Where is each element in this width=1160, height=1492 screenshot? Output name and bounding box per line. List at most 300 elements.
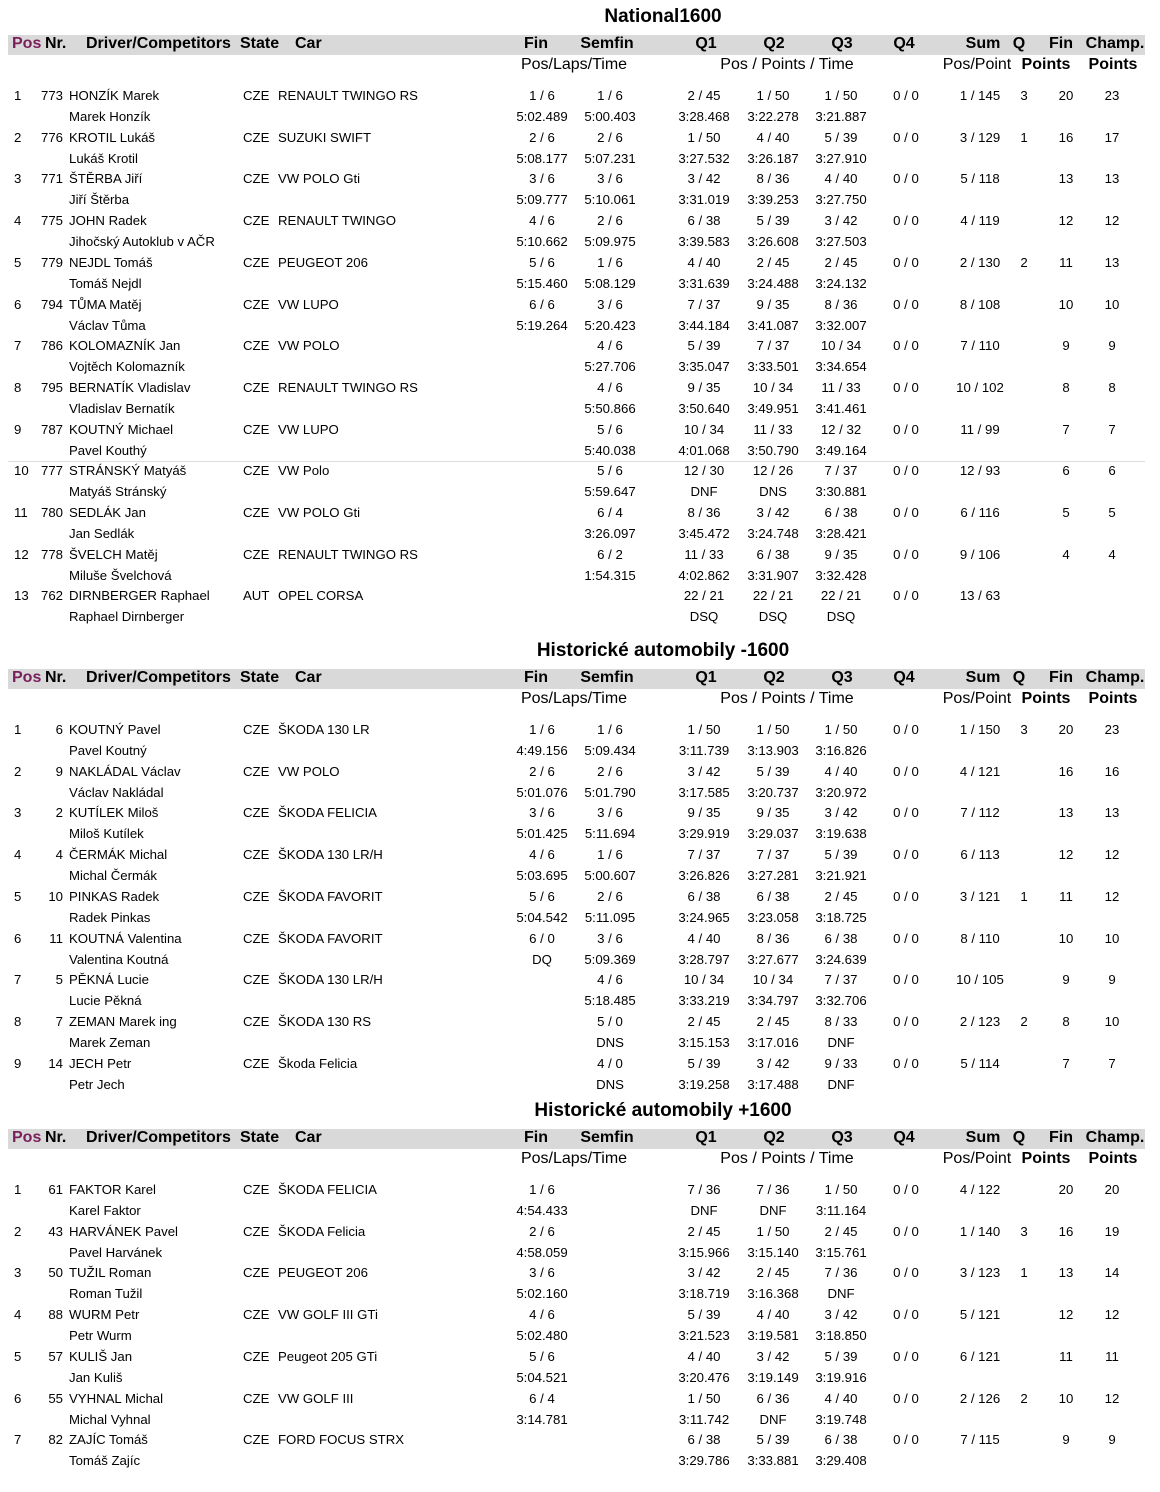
- cell-nr: 6: [55, 722, 63, 737]
- cell-driver: JECH Petr: [69, 1055, 132, 1071]
- cell-q3: 3 / 42: [824, 805, 858, 821]
- cell-pos: 7: [14, 338, 22, 354]
- cell-q4: 0 / 0: [893, 888, 919, 904]
- cell-finpts: 11: [1059, 1348, 1073, 1364]
- table-row: [0, 1307, 1160, 1349]
- cell-finpts: 11: [1059, 888, 1073, 904]
- cell-q3: 11 / 33: [821, 379, 861, 395]
- cell-semfin-time: 5:11.694: [584, 826, 636, 842]
- cell-sum: 6 / 113: [960, 847, 1000, 863]
- table-row: [0, 1391, 1160, 1433]
- cell-q3-time: 3:18.850: [815, 1328, 867, 1344]
- cell-champ: 23: [1104, 722, 1120, 737]
- cell-q1-time: 3:29.919: [678, 826, 730, 842]
- cell-q3-time: 3:16.826: [815, 743, 867, 758]
- cell-q3-time: 3:15.761: [815, 1244, 867, 1260]
- cell-pos: 4: [14, 213, 22, 229]
- cell-q2: 9 / 35: [756, 805, 790, 821]
- cell-fin-time: 5:10.662: [516, 234, 568, 250]
- cell-q: 1: [1020, 129, 1028, 145]
- cell-nr: 43: [48, 1223, 63, 1239]
- cell-pos: 5: [14, 254, 22, 270]
- table-row: [0, 505, 1160, 547]
- header-sum: Sum: [965, 669, 1001, 686]
- cell-q3-time: DNF: [827, 1076, 855, 1092]
- cell-competitor: Tomáš Nejdl: [69, 275, 142, 291]
- cell-q3: 6 / 38: [824, 930, 858, 946]
- cell-nr: 786: [40, 338, 63, 354]
- cell-sum: 6 / 121: [959, 1348, 1001, 1364]
- cell-q3: 4 / 40: [824, 171, 858, 187]
- cell-q2: 6 / 38: [756, 888, 790, 904]
- cell-driver: STRÁNSKÝ Matyáš: [69, 463, 187, 479]
- cell-fin-time: 4:54.433: [516, 1203, 568, 1218]
- table-row: [0, 588, 1160, 630]
- cell-driver: NEJDL Tomáš: [69, 254, 153, 270]
- cell-q3-time: 3:30.881: [815, 484, 867, 500]
- header-champ: Champ.: [1085, 669, 1145, 686]
- cell-state: CZE: [243, 972, 270, 988]
- cell-q1-time: 3:28.468: [678, 109, 730, 124]
- header-finpts: Fin: [1049, 35, 1073, 52]
- cell-q3: 4 / 40: [824, 1390, 858, 1406]
- cell-q2-time: DNS: [759, 484, 787, 500]
- cell-semfin: 1 / 6: [597, 847, 623, 863]
- cell-state: CZE: [243, 129, 270, 145]
- cell-q1: 1 / 50: [687, 129, 721, 145]
- cell-q3: 5 / 39: [824, 847, 858, 863]
- cell-finpts: 13: [1058, 805, 1074, 821]
- cell-semfin: 2 / 6: [597, 129, 623, 145]
- cell-fin: 5 / 6: [529, 888, 555, 904]
- header-poslaps: Pos/Laps/Time: [520, 1150, 628, 1167]
- cell-q2-time: 3:23.058: [747, 909, 799, 925]
- cell-nr: 55: [48, 1390, 63, 1406]
- cell-semfin: 4 / 6: [597, 972, 623, 988]
- cell-fin-time: 4:58.059: [516, 1244, 568, 1260]
- cell-q1-time: 3:35.047: [678, 359, 730, 375]
- cell-nr: 779: [40, 254, 63, 270]
- cell-q1: 3 / 42: [687, 171, 721, 187]
- cell-q2-time: 3:16.368: [747, 1286, 799, 1302]
- cell-semfin: 1 / 6: [597, 722, 623, 737]
- header-pos: Pos: [12, 1129, 42, 1146]
- cell-pos: 7: [14, 972, 22, 988]
- cell-q3: 1 / 50: [824, 1182, 858, 1197]
- cell-q: 2: [1020, 1390, 1028, 1406]
- cell-q2-time: 3:13.903: [747, 743, 799, 758]
- cell-q3: 1 / 50: [824, 722, 858, 737]
- cell-state: CZE: [243, 930, 270, 946]
- cell-driver: FAKTOR Karel: [69, 1182, 156, 1197]
- cell-q3: 8 / 33: [824, 1013, 858, 1029]
- cell-q3-time: 3:32.007: [815, 317, 867, 333]
- cell-nr: 795: [40, 379, 63, 395]
- cell-pos: 2: [14, 129, 22, 145]
- cell-competitor: Roman Tužil: [69, 1286, 143, 1302]
- cell-q2-time: 3:27.281: [747, 868, 799, 884]
- header-nr: Nr.: [45, 35, 67, 52]
- cell-car: RENAULT TWINGO RS: [278, 88, 418, 103]
- cell-driver: HARVÁNEK Pavel: [69, 1223, 178, 1239]
- cell-competitor: Jihočský Autoklub v AČR: [69, 234, 215, 250]
- cell-q3: 3 / 42: [824, 213, 858, 229]
- results-section: [0, 1100, 1160, 1474]
- cell-fin: 3 / 6: [529, 171, 555, 187]
- cell-fin-time: 5:01.425: [516, 826, 568, 842]
- cell-car: OPEL CORSA: [278, 588, 364, 604]
- cell-nr: 794: [40, 296, 63, 312]
- cell-nr: 771: [40, 171, 63, 187]
- cell-semfin: 3 / 6: [597, 296, 623, 312]
- cell-state: CZE: [243, 171, 270, 187]
- cell-q2-time: 3:33.881: [747, 1453, 799, 1469]
- cell-finpts: 7: [1062, 421, 1070, 437]
- cell-sum: 6 / 116: [960, 505, 1000, 520]
- cell-fin: 5 / 6: [529, 254, 555, 270]
- cell-q3: 7 / 36: [824, 1265, 858, 1281]
- cell-fin-time: 5:19.264: [516, 317, 568, 333]
- cell-q: 2: [1020, 1013, 1028, 1029]
- cell-q4: 0 / 0: [893, 213, 919, 229]
- cell-state: CZE: [243, 888, 270, 904]
- header-points1: Points: [1021, 56, 1071, 73]
- cell-q1-time: 4:02.862: [678, 567, 730, 583]
- cell-semfin: 2 / 6: [597, 888, 623, 904]
- cell-q3: 10 / 34: [820, 338, 862, 354]
- cell-driver: JOHN Radek: [69, 213, 147, 229]
- cell-state: CZE: [243, 1223, 270, 1239]
- cell-driver: PINKAS Radek: [69, 888, 160, 904]
- cell-state: CZE: [243, 763, 270, 779]
- cell-fin: 3 / 6: [529, 1265, 555, 1281]
- cell-sum: 3 / 129: [959, 129, 1001, 145]
- cell-q2-time: 3:39.253: [747, 192, 799, 208]
- cell-semfin: 6 / 2: [597, 546, 623, 562]
- cell-pos: 8: [14, 1013, 22, 1029]
- cell-q1-time: 3:26.826: [678, 868, 730, 884]
- header-car: Car: [295, 35, 322, 52]
- cell-semfin-time: 5:59.647: [584, 484, 636, 500]
- cell-q1-time: 3:33.219: [678, 993, 730, 1009]
- cell-car: VW LUPO: [278, 296, 339, 312]
- cell-q3-time: 3:24.132: [815, 275, 867, 291]
- cell-semfin: 1 / 6: [597, 254, 623, 270]
- cell-finpts: 9: [1062, 972, 1070, 988]
- cell-nr: 14: [48, 1055, 63, 1071]
- cell-q4: 0 / 0: [893, 88, 919, 103]
- cell-champ: 10: [1104, 296, 1120, 312]
- cell-fin: 1 / 6: [529, 88, 555, 103]
- cell-q4: 0 / 0: [893, 1182, 919, 1197]
- cell-q3: 7 / 37: [824, 972, 858, 988]
- cell-sum: 2 / 126: [959, 1390, 1001, 1406]
- cell-sum: 2 / 130: [959, 254, 1001, 270]
- cell-semfin-time: 5:07.231: [584, 150, 636, 166]
- header-champ: Champ.: [1085, 35, 1145, 52]
- table-row: [0, 171, 1160, 213]
- cell-fin-time: 5:04.542: [516, 909, 568, 925]
- table-row: [0, 1014, 1160, 1056]
- cell-q3: 22 / 21: [820, 588, 862, 604]
- cell-q2: 3 / 42: [756, 1055, 790, 1071]
- cell-fin-time: 5:03.695: [516, 868, 568, 884]
- cell-state: CZE: [243, 1265, 270, 1281]
- cell-car: PEUGEOT 206: [278, 1265, 368, 1281]
- cell-q1: 5 / 39: [687, 338, 721, 354]
- cell-competitor: Václav Tůma: [69, 317, 146, 333]
- cell-q2: 22 / 21: [752, 588, 794, 604]
- cell-competitor: Marek Honzík: [69, 109, 151, 124]
- header-fin: Fin: [524, 35, 548, 52]
- cell-q3-time: 3:19.748: [815, 1411, 867, 1427]
- cell-state: CZE: [243, 805, 270, 821]
- cell-pos: 3: [14, 805, 22, 821]
- header-q3: Q3: [831, 35, 853, 52]
- cell-sum: 1 / 145: [959, 88, 1001, 103]
- cell-pos: 4: [14, 1307, 22, 1323]
- cell-competitor: Petr Wurm: [69, 1328, 132, 1344]
- cell-state: CZE: [243, 254, 270, 270]
- cell-sum: 4 / 122: [959, 1182, 1001, 1197]
- header-q1: Q1: [695, 1129, 717, 1146]
- cell-car: RENAULT TWINGO RS: [278, 379, 418, 395]
- cell-q1-time: 3:24.965: [678, 909, 730, 925]
- cell-sum: 12 / 93: [959, 463, 1001, 479]
- cell-driver: BERNATÍK Vladislav: [69, 379, 191, 395]
- cell-q1: 2 / 45: [687, 88, 721, 103]
- cell-competitor: Petr Jech: [69, 1076, 125, 1092]
- cell-nr: 780: [40, 505, 63, 520]
- cell-state: CZE: [243, 1307, 270, 1323]
- cell-q2-time: 3:26.608: [747, 234, 799, 250]
- cell-competitor: Lucie Pěkná: [69, 993, 142, 1009]
- cell-champ: 12: [1104, 888, 1120, 904]
- cell-q2: 12 / 26: [752, 463, 794, 479]
- cell-q1: 6 / 38: [687, 213, 721, 229]
- cell-fin: 4 / 6: [529, 1307, 555, 1323]
- cell-finpts: 11: [1059, 254, 1073, 270]
- cell-q1: 7 / 36: [687, 1182, 721, 1197]
- cell-semfin: 4 / 0: [597, 1055, 623, 1071]
- header-points2: Points: [1088, 56, 1138, 73]
- cell-pos: 12: [14, 546, 29, 562]
- header-poslaps: Pos/Laps/Time: [520, 690, 628, 707]
- cell-q2-time: 3:34.797: [747, 993, 799, 1009]
- cell-nr: 9: [55, 763, 63, 779]
- cell-driver: KOUTNÝ Pavel: [69, 722, 161, 737]
- cell-finpts: 4: [1062, 546, 1070, 562]
- cell-q3-time: 3:32.428: [815, 567, 867, 583]
- cell-car: ŠKODA 130 LR/H: [278, 972, 383, 988]
- cell-q3: 1 / 50: [824, 88, 858, 103]
- cell-fin: 5 / 6: [529, 1348, 555, 1364]
- cell-sum: 11 / 99: [960, 421, 1000, 437]
- cell-champ: 7: [1108, 1055, 1116, 1071]
- cell-q4: 0 / 0: [893, 1265, 919, 1281]
- cell-q3: 5 / 39: [824, 1348, 858, 1364]
- cell-competitor: Tomáš Zajíc: [69, 1453, 141, 1469]
- cell-sum: 5 / 114: [960, 1055, 1000, 1071]
- cell-q4: 0 / 0: [893, 1307, 919, 1323]
- header-points2: Points: [1088, 1150, 1138, 1167]
- cell-car: VW LUPO: [278, 421, 339, 437]
- cell-driver: TUŽIL Roman: [69, 1265, 152, 1281]
- cell-pos: 3: [14, 171, 22, 187]
- header-semfin: Semfin: [580, 669, 634, 686]
- cell-q3: 4 / 40: [824, 763, 858, 779]
- cell-champ: 8: [1108, 379, 1116, 395]
- cell-q1-time: 4:01.068: [678, 442, 730, 458]
- cell-competitor: Matyáš Stránský: [69, 484, 167, 500]
- cell-q3: 8 / 36: [824, 296, 858, 312]
- cell-competitor: Michal Čermák: [69, 868, 157, 884]
- cell-nr: 775: [40, 213, 63, 229]
- table-row: [0, 764, 1160, 806]
- cell-q2-time: 3:19.581: [747, 1328, 799, 1344]
- cell-q1: 5 / 39: [687, 1307, 721, 1323]
- cell-driver: KOLOMAZNÍK Jan: [69, 338, 181, 354]
- table-row: [0, 722, 1160, 764]
- cell-q1: 9 / 35: [687, 379, 721, 395]
- cell-q1: 2 / 45: [687, 1223, 721, 1239]
- cell-q1-time: 3:50.640: [678, 400, 730, 416]
- cell-finpts: 6: [1062, 463, 1070, 479]
- cell-q2: 8 / 36: [756, 930, 790, 946]
- cell-q3-time: 3:34.654: [815, 359, 867, 375]
- cell-q2: 5 / 39: [756, 1432, 790, 1448]
- cell-state: CZE: [243, 1432, 270, 1448]
- cell-state: CZE: [243, 847, 270, 863]
- cell-q1-time: 3:39.583: [678, 234, 730, 250]
- cell-nr: 773: [40, 88, 63, 103]
- cell-finpts: 9: [1062, 338, 1070, 354]
- cell-q1: 11 / 33: [684, 546, 724, 562]
- cell-q1-time: 3:11.739: [678, 743, 730, 758]
- cell-competitor: Radek Pinkas: [69, 909, 151, 925]
- cell-driver: NAKLÁDAL Václav: [69, 763, 181, 779]
- cell-q2: 1 / 50: [756, 722, 790, 737]
- cell-q2: 5 / 39: [756, 763, 790, 779]
- cell-q1: 4 / 40: [687, 930, 721, 946]
- cell-champ: 12: [1104, 847, 1120, 863]
- table-row: [0, 972, 1160, 1014]
- cell-q2: 4 / 40: [756, 1307, 790, 1323]
- cell-sum: 5 / 118: [960, 171, 1000, 187]
- cell-state: AUT: [243, 588, 270, 604]
- cell-car: RENAULT TWINGO: [278, 213, 396, 229]
- cell-q4: 0 / 0: [893, 505, 919, 520]
- cell-q4: 0 / 0: [893, 254, 919, 270]
- cell-q1-time: 3:31.639: [678, 275, 730, 291]
- cell-nr: 762: [40, 588, 63, 604]
- header-car: Car: [295, 1129, 322, 1146]
- cell-q2: 7 / 36: [756, 1182, 790, 1197]
- cell-q2-time: 3:27.677: [747, 951, 799, 967]
- cell-car: VW GOLF III: [278, 1390, 354, 1406]
- cell-q3-time: 3:27.503: [815, 234, 867, 250]
- cell-q2: 3 / 42: [756, 1348, 790, 1364]
- cell-q3: 6 / 38: [824, 505, 858, 520]
- cell-state: CZE: [243, 1182, 270, 1197]
- cell-q1-time: 3:28.797: [678, 951, 730, 967]
- table-row: [0, 422, 1160, 464]
- cell-pos: 6: [14, 1390, 22, 1406]
- cell-nr: 88: [48, 1307, 63, 1323]
- header-nr: Nr.: [45, 669, 67, 686]
- cell-fin-time: 5:01.076: [516, 784, 568, 800]
- cell-car: Peugeot 205 GTi: [278, 1348, 378, 1364]
- cell-state: CZE: [243, 1055, 270, 1071]
- cell-q2: 6 / 36: [756, 1390, 790, 1406]
- cell-q1: 2 / 45: [687, 1013, 721, 1029]
- cell-finpts: 12: [1058, 213, 1074, 229]
- cell-champ: 12: [1104, 213, 1120, 229]
- cell-q4: 0 / 0: [893, 1348, 919, 1364]
- table-header: [8, 1129, 1145, 1169]
- cell-champ: 9: [1108, 1432, 1116, 1448]
- cell-q3-time: 3:21.887: [815, 109, 867, 124]
- cell-q2-time: 3:26.187: [747, 150, 799, 166]
- table-row: [0, 463, 1160, 505]
- table-row: [0, 889, 1160, 931]
- cell-q2: 7 / 37: [756, 338, 790, 354]
- cell-semfin-time: 1:54.315: [584, 567, 636, 583]
- cell-car: ŠKODA FELICIA: [278, 805, 377, 821]
- cell-pos: 2: [14, 1223, 22, 1239]
- cell-competitor: Pavel Harvánek: [69, 1244, 163, 1260]
- results-section: [0, 6, 1160, 630]
- cell-car: ŠKODA 130 LR/H: [278, 847, 383, 863]
- cell-semfin: 5 / 6: [597, 421, 623, 437]
- cell-driver: VYHNAL Michal: [69, 1390, 164, 1406]
- cell-semfin-time: DNS: [596, 1034, 624, 1050]
- cell-q4: 0 / 0: [893, 379, 919, 395]
- cell-q1: 5 / 39: [687, 1055, 721, 1071]
- cell-nr: 4: [55, 847, 63, 863]
- cell-q1-time: 3:29.786: [678, 1453, 730, 1469]
- cell-driver: KROTIL Lukáš: [69, 129, 155, 145]
- cell-q2-time: DSQ: [758, 609, 788, 625]
- cell-q1-time: 3:44.184: [678, 317, 730, 333]
- cell-champ: 6: [1108, 463, 1116, 479]
- cell-competitor: Valentina Koutná: [69, 951, 169, 967]
- cell-fin: 6 / 6: [529, 296, 555, 312]
- cell-nr: 778: [40, 546, 63, 562]
- table-row: [0, 380, 1160, 422]
- cell-driver: DIRNBERGER Raphael: [69, 588, 210, 604]
- cell-q2: 2 / 45: [756, 254, 790, 270]
- cell-semfin: 3 / 6: [597, 805, 623, 821]
- cell-pos: 3: [14, 1265, 22, 1281]
- cell-champ: 14: [1104, 1265, 1120, 1281]
- cell-q2-time: 3:33.501: [747, 359, 799, 375]
- cell-champ: 16: [1104, 763, 1120, 779]
- header-poslaps: Pos/Laps/Time: [520, 56, 628, 73]
- cell-car: SUZUKI SWIFT: [278, 129, 372, 145]
- cell-nr: 11: [49, 930, 63, 946]
- cell-q4: 0 / 0: [893, 171, 919, 187]
- cell-semfin: 1 / 6: [597, 88, 623, 103]
- cell-champ: 10: [1104, 930, 1120, 946]
- cell-driver: KOUTNÁ Valentina: [69, 930, 182, 946]
- cell-sum: 8 / 108: [959, 296, 1001, 312]
- cell-semfin-time: 5:11.095: [584, 909, 636, 925]
- cell-state: CZE: [243, 1390, 270, 1406]
- cell-car: ŠKODA 130 RS: [278, 1013, 372, 1029]
- cell-competitor: Karel Faktor: [69, 1203, 141, 1218]
- cell-q: 1: [1020, 888, 1028, 904]
